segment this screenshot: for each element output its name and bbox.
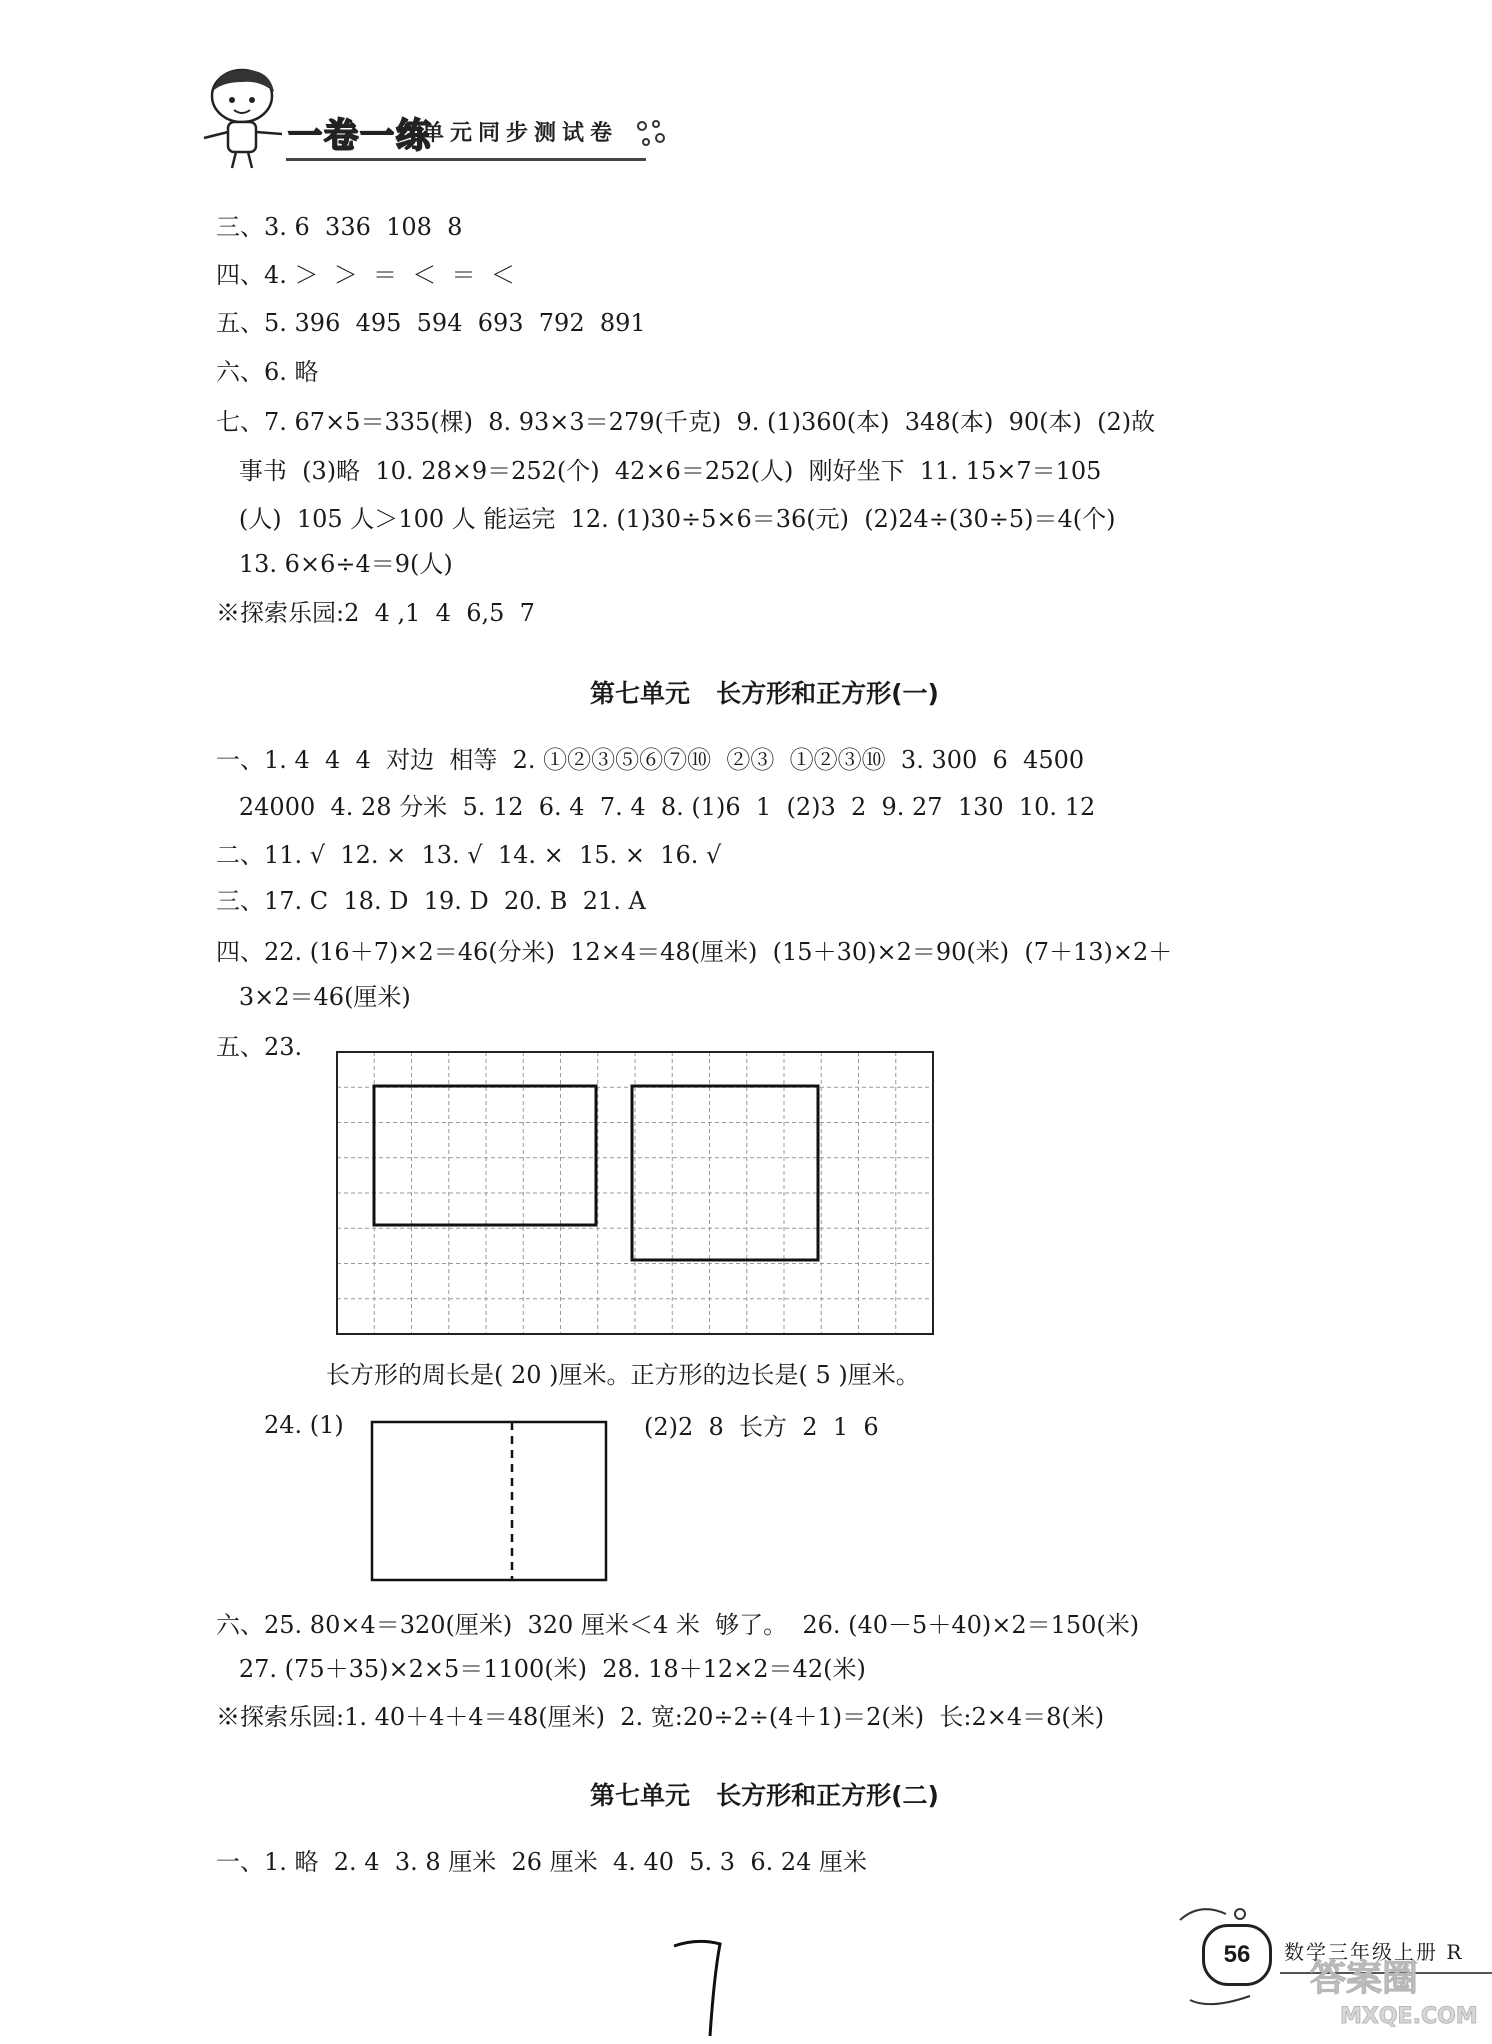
answer-line: 三、3. 6 336 108 8	[216, 213, 463, 241]
answer-line: 13. 6×6÷4＝9(人)	[216, 550, 453, 578]
grid-drawing	[336, 1051, 936, 1337]
q24-part2: (2)2 8 长方 2 1 6	[644, 1413, 879, 1441]
answer-line: 27. (75＋35)×2×5＝1100(米) 28. 18＋12×2＝42(米)	[216, 1655, 866, 1683]
answer-line: 一、1. 4 4 4 对边 相等 2. ①②③⑤⑥⑦⑩ ②③ ①②③⑩ 3. 300 6 4500	[216, 746, 1085, 774]
answer-line: 四、4. ＞ ＞ ＝ ＜ ＝ ＜	[216, 261, 515, 289]
answer-line: 四、22. (16＋7)×2＝46(分米) 12×4＝48(厘米) (15＋30)×2＝90(米) (7＋13)×2＋	[216, 938, 1173, 966]
header-underline	[286, 158, 646, 161]
handwritten-mark-icon	[670, 1936, 730, 2040]
watermark-logo: 答案圈	[1310, 1958, 1419, 1999]
flower-decoration-icon	[630, 114, 670, 154]
answer-line: 五、23.	[216, 1033, 303, 1061]
q23-grid-figure	[336, 1051, 936, 1341]
brand-logo-text: 一卷一练	[288, 116, 432, 156]
answer-line: 六、6. 略	[216, 358, 319, 386]
q24-figure	[370, 1420, 610, 1588]
answer-line: 六、25. 80×4＝320(厘米) 320 厘米＜4 米 够了。 26. (40－5＋40)×2＝150(米)	[216, 1611, 1140, 1639]
q23-caption: 长方形的周长是( 20 )厘米。正方形的边长是( 5 )厘米。	[326, 1361, 920, 1389]
book-title: 数学三年级上册 R	[1284, 1940, 1464, 1964]
q24-label: 24. (1)	[264, 1411, 344, 1439]
header-subtitle: 单元同步测试卷	[422, 121, 619, 146]
answer-square	[632, 1086, 818, 1260]
answer-line: 24000 4. 28 分米 5. 12 6. 4 7. 4 8. (1)6 1 (2)3 2 9. 27 130 10. 12	[216, 793, 1096, 821]
watermark-url: MXQE.COM	[1340, 2004, 1478, 2029]
section-title: 第七单元 长方形和正方形(一)	[590, 679, 939, 708]
answer-line: 七、7. 67×5＝335(棵) 8. 93×3＝279(千克) 9. (1)360(本) 348(本) 90(本) (2)故	[216, 408, 1156, 436]
answer-line: ※探索乐园:2 4 ,1 4 6,5 7	[216, 599, 535, 627]
answer-rectangle	[374, 1086, 596, 1225]
answer-line: 二、11. √ 12. × 13. √ 14. × 15. × 16. √	[216, 841, 722, 869]
answer-line: 一、1. 略 2. 4 3. 8 厘米 26 厘米 4. 40 5. 3 6. 24 厘米	[216, 1848, 868, 1876]
mascot-boy-icon	[190, 62, 290, 172]
section-title: 第七单元 长方形和正方形(二)	[590, 1781, 939, 1810]
answer-line: 3×2＝46(厘米)	[216, 983, 411, 1011]
answer-line: (人) 105 人＞100 人 能运完 12. (1)30÷5×6＝36(元) (2)24÷(30÷5)＝4(个)	[216, 505, 1116, 533]
answer-line: 五、5. 396 495 594 693 792 891	[216, 309, 646, 337]
answer-line: 三、17. C 18. D 19. D 20. B 21. A	[216, 887, 646, 915]
answer-line: ※探索乐园:1. 40＋4＋4＝48(厘米) 2. 宽:20÷2÷(4＋1)＝2(米) 长:2×4＝8(米)	[216, 1703, 1105, 1731]
page-number: 56	[1202, 1924, 1272, 1986]
answer-line: 事书 (3)略 10. 28×9＝252(个) 42×6＝252(人) 刚好坐下 11. 15×7＝105	[216, 457, 1102, 485]
page-header	[190, 62, 670, 172]
